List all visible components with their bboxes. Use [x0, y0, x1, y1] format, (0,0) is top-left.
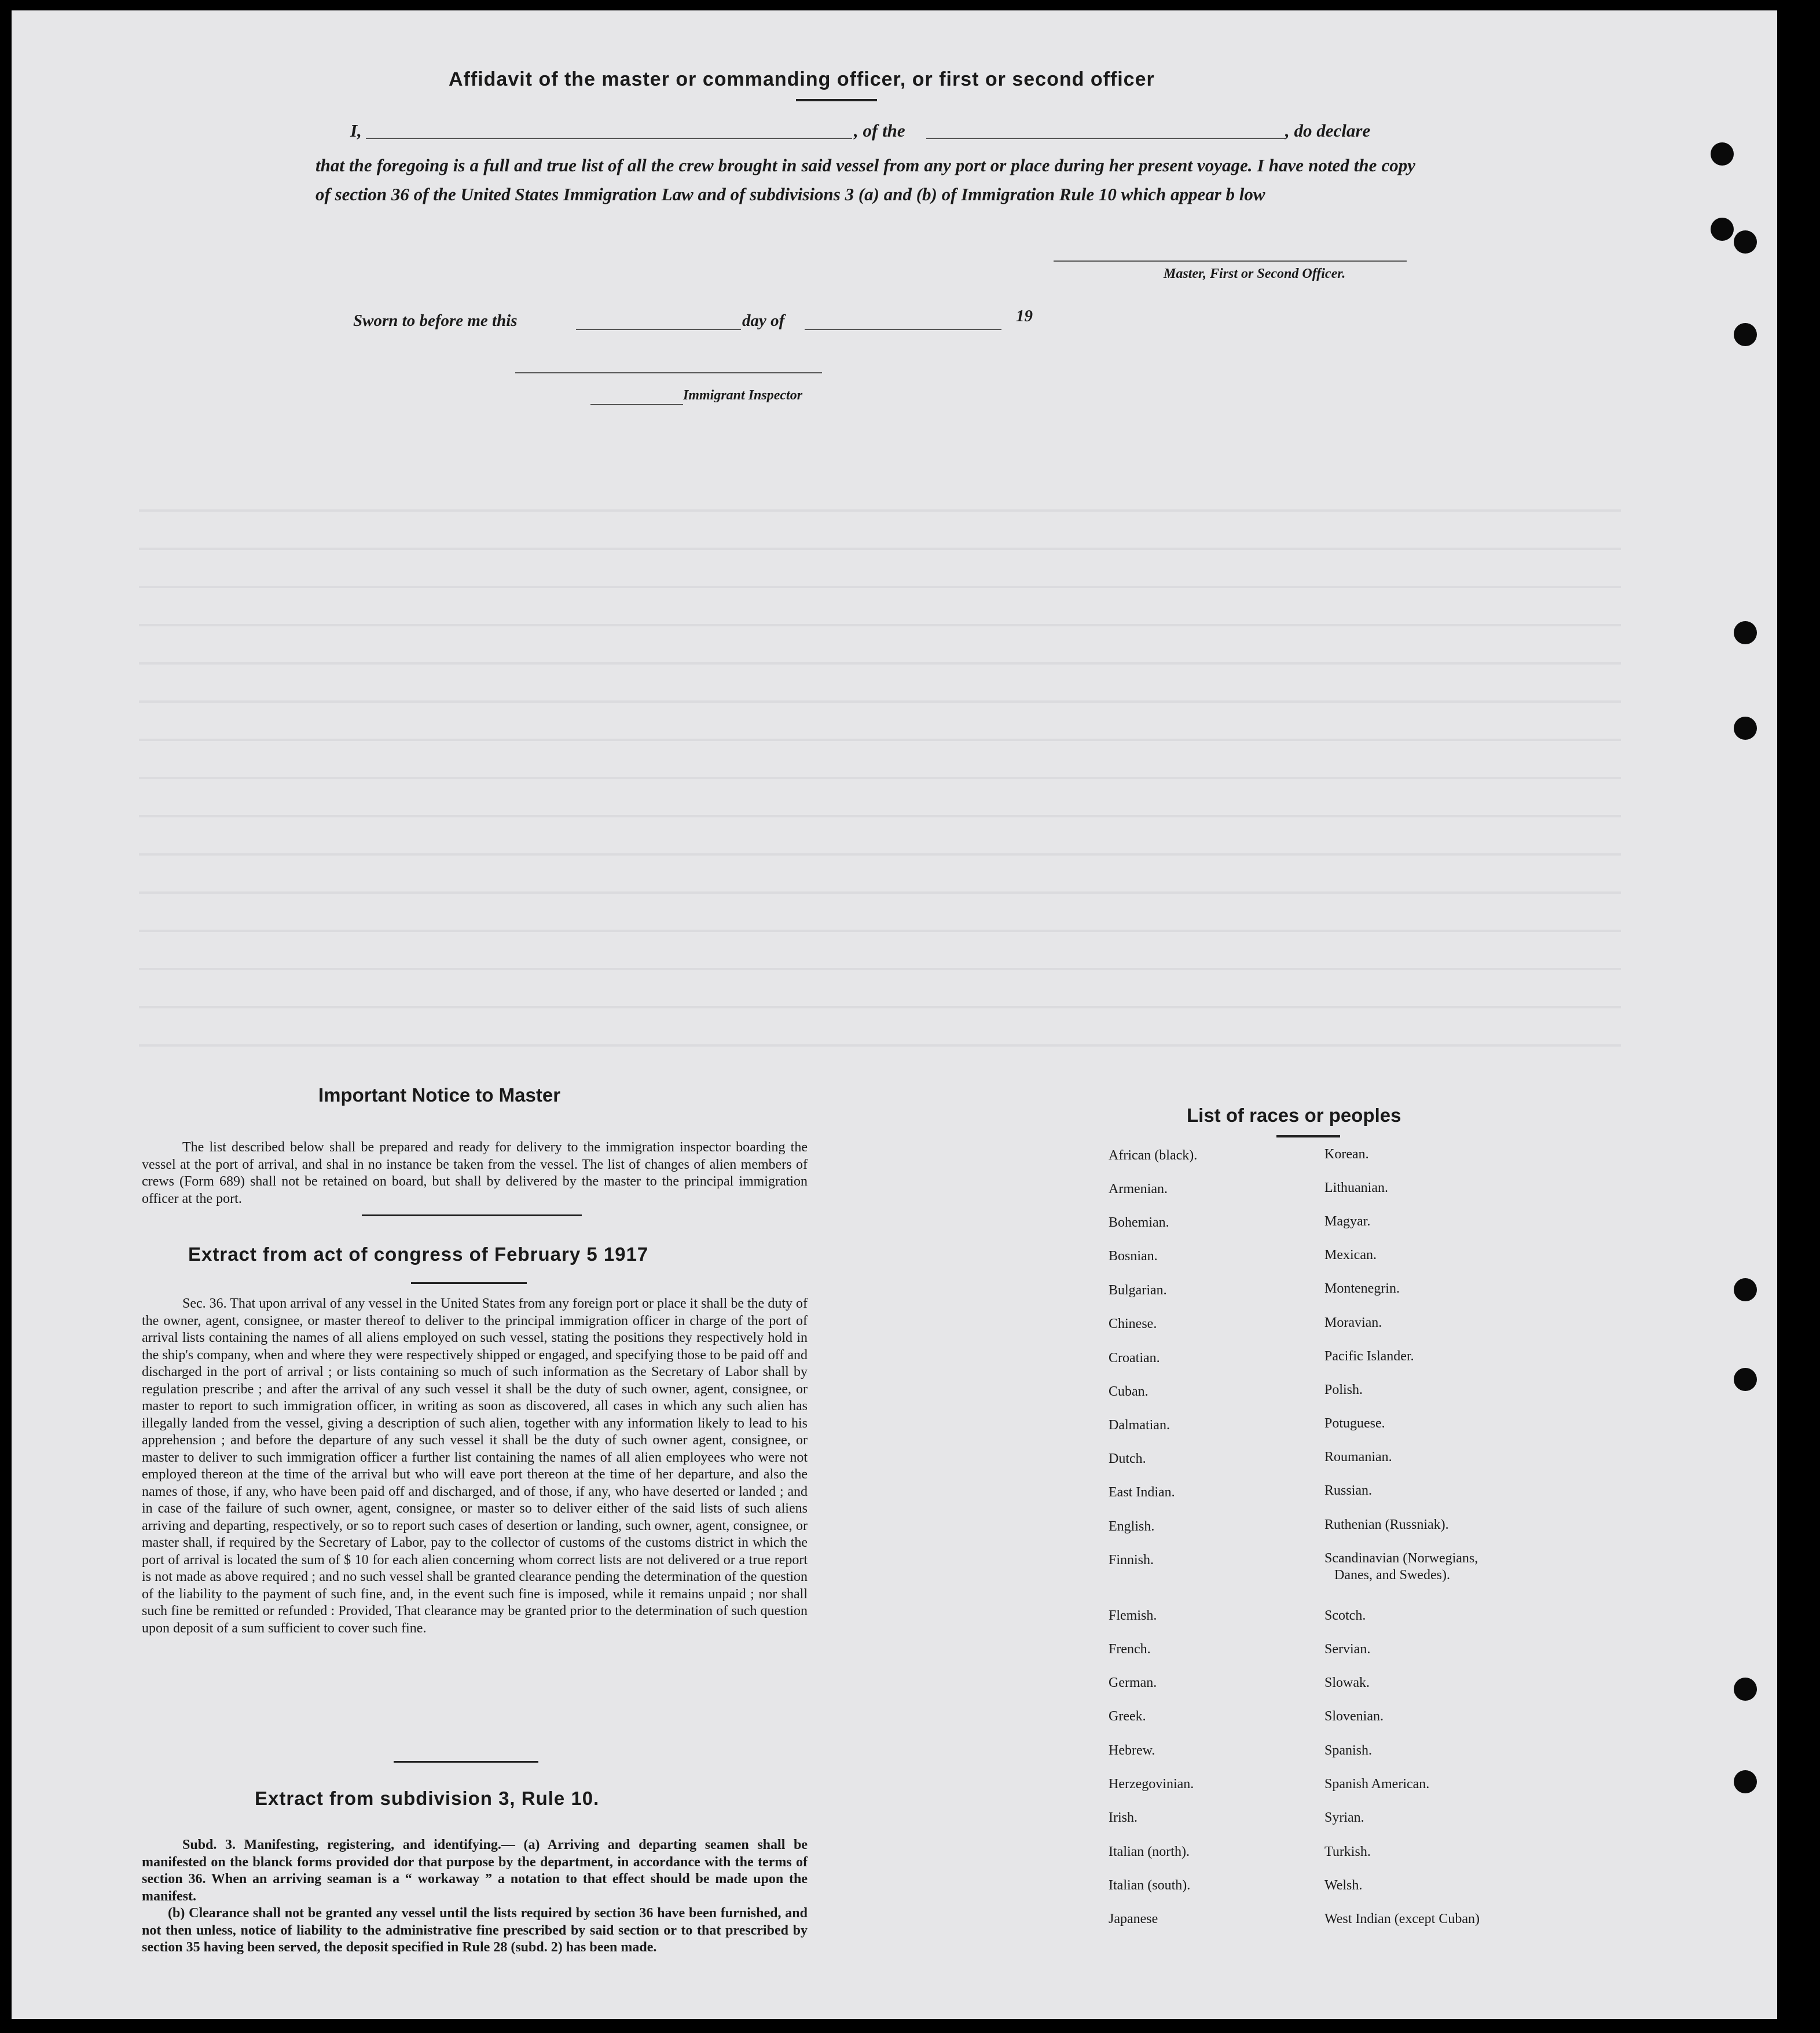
- affidavit-body: that the foregoing is a full and true list of all the crew brought in said vessel from any port or place during her present voyage. I have noted the copy of section 36 of the United States Immigration Law and of subdivisions 3 (a) and (b) of Immigration Rule 10 which appear b low: [315, 155, 1415, 204]
- race-item: Armenian.: [1109, 1181, 1168, 1197]
- race-item: Ruthenian (Russniak).: [1324, 1517, 1449, 1532]
- race-item: Greek.: [1109, 1709, 1146, 1724]
- race-item: Potuguese.: [1324, 1416, 1385, 1431]
- race-item: Herzegovinian.: [1109, 1777, 1194, 1792]
- race-item: African (black).: [1109, 1148, 1198, 1163]
- race-item: Syrian.: [1324, 1810, 1364, 1825]
- punch-hole: [1734, 323, 1757, 346]
- year-label: 19: [1016, 307, 1033, 325]
- document-page: [12, 10, 1777, 2019]
- race-item: Turkish.: [1324, 1844, 1371, 1859]
- sworn-label: Sworn to before me this: [353, 311, 518, 330]
- punch-hole: [1711, 142, 1734, 166]
- race-item: Bosnian.: [1109, 1249, 1158, 1264]
- bleed-through-manifest: [139, 474, 1621, 1058]
- punch-hole: [1711, 218, 1734, 241]
- punch-hole: [1734, 621, 1757, 644]
- race-item: East Indian.: [1109, 1485, 1175, 1500]
- of-the-label: , of the: [854, 120, 905, 141]
- rule-extract-para-b: (b) Clearance shall not be granted any vessel until the lists required by section 36 have been furnished, and not then unless, notice of liability to the administrative fine prescribed by said section or to that prescribed by section 35 having been served, the deposit specified in Rule 28 (subd. 2) has been made.: [142, 1906, 808, 1955]
- punch-hole: [1734, 1368, 1757, 1391]
- vessel-blank[interactable]: [926, 138, 1285, 139]
- races-title-underline: [1276, 1135, 1340, 1137]
- race-item: Chinese.: [1109, 1316, 1157, 1331]
- punch-hole: [1734, 1770, 1757, 1793]
- race-item: English.: [1109, 1519, 1155, 1534]
- notice-title: Important Notice to Master: [318, 1084, 561, 1106]
- punch-hole: [1734, 1278, 1757, 1301]
- act-extract-title: Extract from act of congress of February 5 1917: [188, 1243, 649, 1265]
- race-item: Scotch.: [1324, 1608, 1366, 1623]
- race-item: Welsh.: [1324, 1878, 1363, 1893]
- race-item: Roumanian.: [1324, 1449, 1392, 1465]
- race-item: Bohemian.: [1109, 1215, 1169, 1230]
- race-item: Japanese: [1109, 1911, 1158, 1926]
- name-blank[interactable]: [366, 138, 852, 139]
- race-item: Korean.: [1324, 1147, 1369, 1162]
- race-item: Italian (south).: [1109, 1878, 1191, 1893]
- punch-hole: [1734, 717, 1757, 740]
- race-item: Italian (north).: [1109, 1844, 1190, 1859]
- race-item: Russian.: [1324, 1483, 1373, 1498]
- rule-extract-para-a: Subd. 3. Manifesting, registering, and identifying.— (a) Arriving and departing seamen shall be manifested on the blanck forms provided dor that purpose by the department, in accordance with the terms of section 36. When an arriving seaman is a “ workaway ” a notation to that effect should be made upon the manifest.: [142, 1837, 808, 1904]
- rule-extract-title: Extract from subdivision 3, Rule 10.: [255, 1788, 600, 1809]
- race-item: Magyar.: [1324, 1214, 1371, 1229]
- punch-hole: [1734, 1678, 1757, 1701]
- inspector-caption: Immigrant Inspector: [683, 388, 803, 403]
- race-item: Polish.: [1324, 1382, 1363, 1397]
- signature-line[interactable]: [1054, 260, 1407, 262]
- race-item: Scandinavian (Norwegians,: [1324, 1551, 1478, 1566]
- notice-body: The list described below shall be prepared and ready for delivery to the immigration inspector boarding the vessel at the port of arrival, and shal in no instance be taken from the vessel. The list of changes of alien members of crews (Form 689) shall not be retained on board, but shall by delivered by the master to the principal immigration officer at the port.: [142, 1140, 808, 1206]
- race-item: Dalmatian.: [1109, 1418, 1170, 1433]
- affidavit-title: Affidavit of the master or commanding officer, or first or second officer: [449, 68, 1155, 90]
- race-item: Cuban.: [1109, 1384, 1148, 1399]
- race-item: German.: [1109, 1675, 1157, 1690]
- race-item: Pacific Islander.: [1324, 1349, 1414, 1364]
- act-extract-body: Sec. 36. That upon arrival of any vessel in the United States from any foreign port or place it shall be the duty of the owner, agent, consignee, or master thereof to deliver to the principal immigration officer in charge of the port of arrival lists containing the names of all aliens employed on such vessel, stating the positions they respectively hold in the ship's company, when and where they were respectively shipped or engaged, and specifying those to be paid off and discharged in the port of arrival ; or lists containing so much of such information as the Secretary of Labor shall by regulation prescribe ; and after the arrival of any such vessel it shall be the duty of such owner, agent, consignee, or master to report to such immigration officer, in writing as soon as discovered, all cases in which any such alien has illegally landed from the vessel, giving a description of such alien, together with any information likely to lead to his apprehension ; and before the departure of any such vessel it shall be the duty of such owner agent, consignee, or master to deliver to such immigration officer a further list containing the names of all alien employees who were not employed thereon at the time of the arrival but who will eave port thereon at the time of her departure, and also the names of those, if any, who have been paid off and discharged, and of those, if any, who have deserted or landed ; and in case of the failure of such owner, agent, consignee, or master so to deliver either of the said lists of such aliens arriving and departing, respectively, or so to report such cases of desertion or landing, such owner, agent, consignee, or master shall, if required by the Secretary of Labor, pay to the collector of customs of the customs district in which the port of arrival is located the sum of $ 10 for each alien concerning whom correct lists are not delivered or a true report is not made as above required ; and no such vessel shall be granted clearance pending the determination of the question of the liability to the payment of such fine, and, in the event such fine is imposed, while it remains unpaid ; nor shall such fine be remitted or refunded : Provided, That clearance may be granted prior to the determination of such question upon deposit of a sum sufficient to cover such fine.: [142, 1296, 808, 1636]
- day-of-label: day of: [742, 311, 785, 330]
- race-item: Danes, and Swedes).: [1334, 1568, 1450, 1583]
- section-divider: [394, 1761, 538, 1763]
- title-underline: [796, 99, 877, 101]
- race-item: French.: [1109, 1642, 1151, 1657]
- race-item: Slowak.: [1324, 1675, 1370, 1690]
- race-item: Montenegrin.: [1324, 1281, 1400, 1296]
- section-divider: [362, 1214, 582, 1216]
- race-item: Hebrew.: [1109, 1743, 1155, 1758]
- race-item: Flemish.: [1109, 1608, 1157, 1623]
- sworn-month-blank[interactable]: [805, 329, 1001, 330]
- declare-label: , do declare: [1285, 120, 1371, 141]
- race-item: Bulgarian.: [1109, 1283, 1167, 1298]
- race-item: Servian.: [1324, 1642, 1371, 1657]
- race-item: Lithuanian.: [1324, 1180, 1388, 1195]
- race-item: Moravian.: [1324, 1315, 1382, 1330]
- race-item: Irish.: [1109, 1810, 1138, 1825]
- race-item: Slovenian.: [1324, 1709, 1384, 1724]
- race-item: Mexican.: [1324, 1247, 1377, 1263]
- race-item: West Indian (except Cuban): [1324, 1911, 1480, 1926]
- inspector-signature-line[interactable]: [515, 372, 822, 373]
- race-item: Dutch.: [1109, 1451, 1146, 1466]
- race-item: Finnish.: [1109, 1553, 1154, 1568]
- act-title-underline: [411, 1282, 527, 1284]
- i-label: I,: [350, 120, 362, 141]
- races-title: List of races or peoples: [1187, 1104, 1401, 1126]
- race-item: Spanish.: [1324, 1743, 1373, 1758]
- race-item: Spanish American.: [1324, 1777, 1430, 1792]
- sworn-day-blank[interactable]: [576, 329, 741, 330]
- inspector-short-line: [590, 404, 683, 405]
- race-item: Croatian.: [1109, 1351, 1160, 1366]
- punch-hole: [1734, 230, 1757, 254]
- signature-caption: Master, First or Second Officer.: [1164, 266, 1346, 281]
